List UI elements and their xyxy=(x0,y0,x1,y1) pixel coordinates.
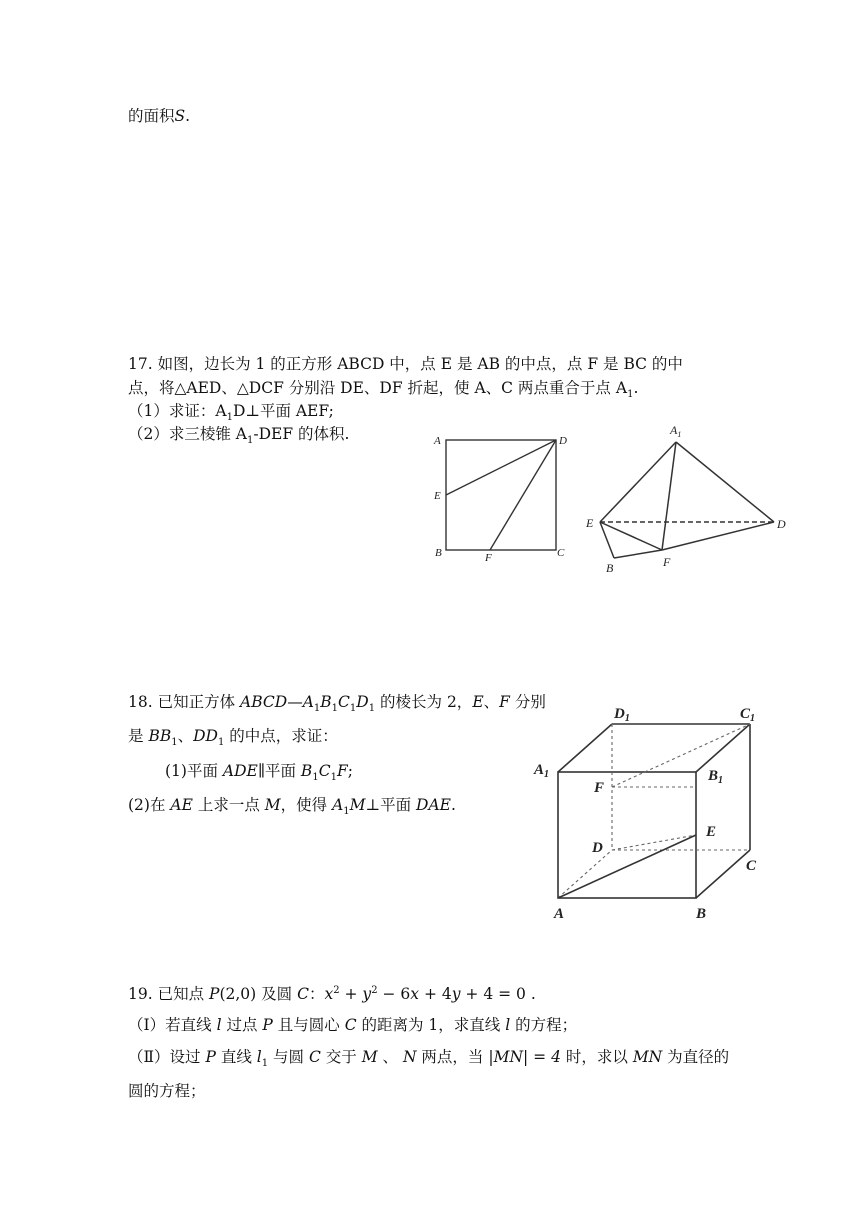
q19-part1: （Ⅰ）若直线 l 过点 P 且与圆心 C 的距离为 1，求直线 l 的方程； xyxy=(128,1016,578,1034)
label-a1: $A_1$ xyxy=(670,423,682,439)
subscript: 1 xyxy=(627,389,634,401)
label-b: B xyxy=(435,547,442,559)
segment-de-hidden xyxy=(612,835,696,850)
label-a: A xyxy=(554,906,565,922)
q17-part2 xyxy=(128,424,349,451)
label-d: D xyxy=(592,840,603,856)
q17-line1: 17. 如图，边长为 1 的正方形 ABCD 中，点 E 是 AB 的中点，点 F 是 BC 的中 xyxy=(128,355,683,373)
q18-part1: (1)平面 ADE∥平面 $B_1C_1F$; xyxy=(165,762,353,784)
label-c: C xyxy=(557,547,565,559)
label-d: D xyxy=(559,435,567,447)
subscript: 1 xyxy=(226,412,233,424)
square-abcd xyxy=(446,440,556,550)
label-f: F xyxy=(485,552,492,564)
text: -DEF 的体积. xyxy=(253,425,350,443)
edge-a1f xyxy=(662,442,676,550)
edge-ad-hidden xyxy=(558,850,612,898)
text: . xyxy=(633,379,639,397)
q19-line1: 19. 已知点 P(2,0) 及圆 C：$x^2 + y^2 - 6x + 4y + 4 = 0$ . xyxy=(128,985,536,1004)
subscript: 1 xyxy=(246,435,254,447)
label-a: A xyxy=(434,435,441,447)
label-e: E xyxy=(586,516,594,530)
q17-square-figure xyxy=(428,430,574,566)
label-e: E xyxy=(706,824,717,840)
face-front xyxy=(558,772,696,898)
var-s: S xyxy=(174,107,186,125)
q18-line2: 是 $BB_1$、$DD_1$ 的中点，求证： xyxy=(128,727,338,749)
label-d: D xyxy=(777,517,786,531)
text: 的面积 xyxy=(128,107,175,125)
label-e: E xyxy=(434,490,441,502)
q19-part2: （Ⅱ）设过 P 直线 $l_1$ 与圆 C 交于 M 、 N 两点，当 |MN| = 4 时，求以 MN 为直径的 xyxy=(128,1048,730,1070)
label-d1: $D_1$ xyxy=(614,706,630,724)
edge-bc xyxy=(696,850,750,898)
text: 点，将△AED、△DCF 分别沿 DE、DF 折起，使 A、C 两点重合于点 A xyxy=(128,379,628,397)
edge-a1d1 xyxy=(558,724,612,772)
label-c: C xyxy=(746,858,757,874)
label-c1: $C_1$ xyxy=(740,706,756,724)
edge-bf xyxy=(614,550,662,558)
q18-part2: (2)在 AE 上求一点 M，使得 $A_1M\perp$平面 DAE. xyxy=(128,796,456,818)
prev-question-tail xyxy=(128,106,190,126)
segment-fc1-hidden xyxy=(612,724,750,787)
label-b1: $B_1$ xyxy=(708,768,724,786)
edge-a1e xyxy=(600,442,676,522)
label-f: F xyxy=(663,555,671,569)
edge-a1d xyxy=(676,442,774,522)
label-b: B xyxy=(606,561,614,575)
label-b: B xyxy=(696,906,707,922)
text: . xyxy=(185,107,191,125)
text: （2）求三棱锥 A xyxy=(128,425,247,443)
text: D⊥平面 AEF; xyxy=(232,402,334,420)
text: （1）求证：A xyxy=(128,402,227,420)
edge-fd xyxy=(662,522,774,550)
label-f: F xyxy=(594,780,605,796)
segment-ae xyxy=(558,835,696,898)
q17-pyramid-figure xyxy=(582,418,794,578)
q18-line1: 18. 已知正方体 $ABCD—A_1B_1C_1D_1$ 的棱长为 2，E、F 分别 xyxy=(128,693,546,715)
q19-line4: 圆的方程； xyxy=(128,1082,206,1100)
edge-b1c1 xyxy=(696,724,750,772)
q18-cube-figure xyxy=(530,696,772,924)
label-a1: $A_1$ xyxy=(534,762,550,780)
